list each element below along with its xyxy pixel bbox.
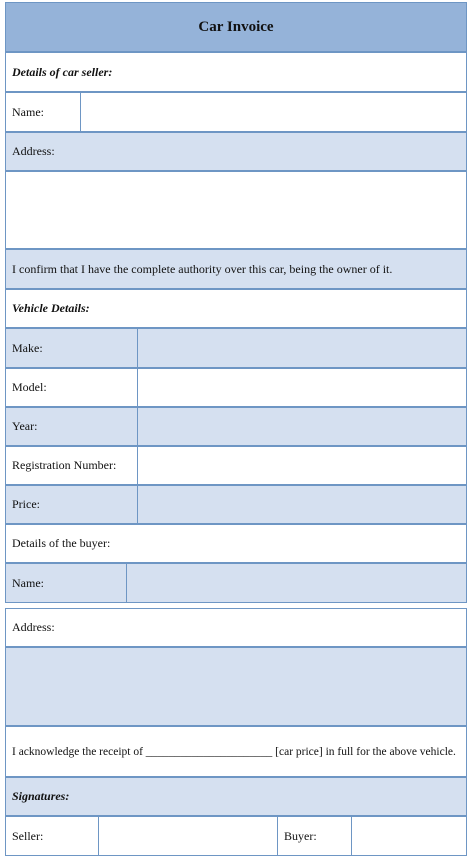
seller-section-label: Details of car seller: [12, 64, 113, 79]
vehicle-section-label: Vehicle Details: [12, 301, 90, 315]
signatures-section-label: Signatures: [12, 789, 70, 803]
buyer-name-label: Name: [12, 575, 44, 590]
seller-address-field[interactable] [5, 171, 467, 249]
make-row [5, 328, 467, 368]
signatures-section-header [5, 777, 467, 816]
price-row [5, 485, 467, 524]
seller-address-label-row [5, 132, 467, 171]
buyer-section-header [5, 524, 467, 563]
year-field[interactable] [137, 408, 466, 445]
seller-address-label: Address: [12, 144, 55, 158]
price-field[interactable] [137, 486, 466, 523]
seller-section-header [5, 52, 467, 92]
invoice-title-bar [5, 2, 467, 52]
seller-signature-field[interactable] [98, 817, 277, 855]
authority-statement-row [5, 249, 467, 289]
acknowledge-row [5, 726, 467, 777]
year-label: Year: [12, 419, 38, 433]
seller-name-row [5, 92, 467, 132]
year-row [5, 407, 467, 446]
buyer-name-row [5, 563, 467, 603]
make-field[interactable] [137, 329, 466, 367]
signatures-row [5, 816, 467, 856]
buyer-section-label: Details of the buyer: [12, 536, 111, 550]
price-label: Price: [12, 497, 40, 511]
registration-row [5, 446, 467, 485]
buyer-address-field[interactable] [5, 647, 467, 726]
buyer-signature-field[interactable] [351, 817, 466, 855]
model-row [5, 368, 467, 407]
registration-field[interactable] [137, 447, 466, 484]
make-label: Make: [12, 340, 43, 355]
model-field[interactable] [137, 369, 466, 406]
acknowledge-statement: I acknowledge the receipt of ______________________ [car price] in full for the above vehicle. [12, 745, 456, 758]
seller-name-field[interactable] [80, 93, 466, 131]
seller-name-label: Name: [12, 104, 44, 119]
model-label: Model: [12, 380, 47, 394]
vehicle-section-header [5, 289, 467, 328]
registration-label: Registration Number: [12, 458, 117, 472]
seller-sign-label: Seller: [12, 828, 44, 843]
invoice-title: Car Invoice [198, 18, 274, 35]
authority-statement: I confirm that I have the complete authority over this car, being the owner of it. [12, 261, 393, 276]
buyer-address-label: Address: [12, 620, 55, 634]
buyer-sign-label: Buyer: [277, 817, 351, 855]
buyer-address-label-row [5, 608, 467, 647]
buyer-name-field[interactable] [126, 564, 466, 602]
